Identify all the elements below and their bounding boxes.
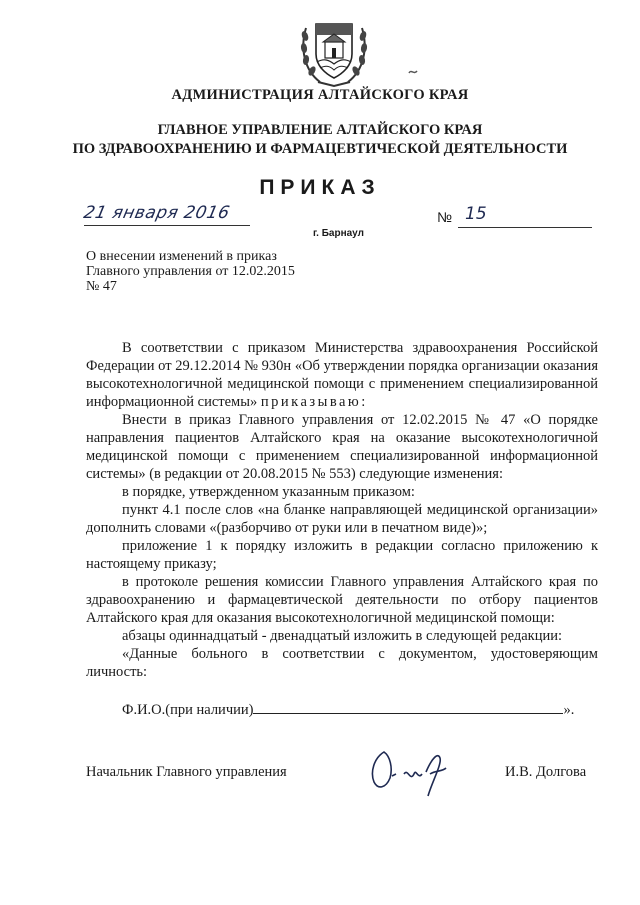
paragraph-patient-data: «Данные больного в соответствии с документом, удостоверяющим личность:	[86, 646, 598, 680]
handwritten-number: 15	[465, 204, 487, 224]
basis-text: В соответствии с приказом Министерства здравоохранения Российской Федерации от 29.12.2014 № 930н «Об утверждении порядка организации оказания высокотехнологичной медицинской помощи с применением специализированной информационной системы»	[86, 340, 598, 410]
basis-colon: :	[361, 394, 366, 410]
administration-header: АДМИНИСТРАЦИЯ АЛТАЙСКОГО КРАЯ	[171, 87, 469, 103]
handwritten-signature-icon	[366, 738, 458, 800]
document-title: ПРИКАЗ	[259, 176, 381, 199]
department-header-line: ГЛАВНОЕ УПРАВЛЕНИЕ АЛТАЙСКОГО КРАЯ	[157, 122, 483, 138]
handwritten-date: 21 января 2016	[81, 203, 232, 223]
signatory-name: И.В. Долгова	[505, 764, 587, 780]
order-keyword: приказываю	[260, 394, 362, 410]
fio-label: Ф.И.О.(при наличии)	[122, 702, 254, 718]
paragraph-clause: пункт 4.1 после слов «на бланке направляющей медицинской организации» дополнить словами «(разборчиво от руки или в печатном виде)»;	[86, 502, 598, 536]
department-header-line: ПО ЗДРАВООХРАНЕНИЮ И ФАРМАЦЕВТИЧЕСКОЙ ДЕЯТЕЛЬНОСТИ	[72, 141, 568, 157]
paragraph-abzacy: абзацы одиннадцатый - двенадцатый изложить в следующей редакции:	[122, 628, 563, 644]
signatory-position: Начальник Главного управления	[86, 764, 287, 780]
paragraph-amend: Внести в приказ Главного управления от 12.02.2015 № 47 «О порядке направления пациентов Алтайского края на оказание высокотехнологичной медицинской помощи с применением специализированной информационной системы» (в редакции от 20.08.2015 № 553) следующие изменения:	[86, 412, 598, 482]
fio-closing: ».	[563, 702, 575, 718]
fio-field	[122, 701, 574, 719]
altai-krai-emblem-icon	[296, 8, 372, 90]
order-subject	[86, 249, 332, 294]
subject-line: № 47	[86, 279, 117, 294]
department-header	[0, 121, 640, 159]
city-label: г. Барнаул	[313, 228, 364, 239]
ink-mark-icon	[408, 68, 418, 76]
fio-blank-line	[253, 701, 563, 714]
paragraph-appendix: приложение 1 к порядку изложить в редакции согласно приложению к настоящему приказу;	[86, 538, 598, 572]
order-body	[86, 339, 598, 681]
paragraph-protocol: в протоколе решения комиссии Главного управления Алтайского края по здравоохранению и фармацевтической деятельности по отбору пациентов Алтайского края для оказания высокотехнологичной медицинской помощи:	[86, 574, 598, 626]
number-underline	[458, 227, 592, 228]
subject-line: О внесении изменений в приказ	[86, 249, 277, 264]
number-label: №	[437, 209, 453, 225]
paragraph-basis	[86, 339, 598, 411]
date-underline	[84, 225, 250, 226]
subject-line: Главного управления от 12.02.2015	[86, 264, 295, 279]
paragraph-procedure: в порядке, утвержденном указанным приказом:	[122, 484, 415, 500]
